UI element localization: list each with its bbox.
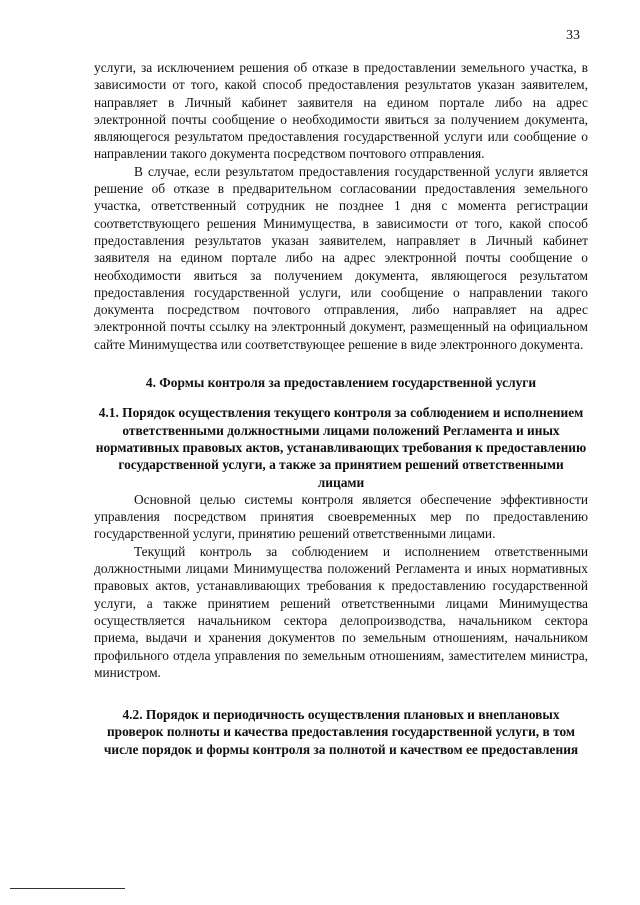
paragraph-3: Основной целью системы контроля является обеспечение эффективности управления посредством принятия своевременных мер по предоставлению государственной услуги, принятию решений ответственными лицами. — [94, 491, 588, 542]
page-number: 33 — [566, 28, 580, 43]
document-body — [94, 59, 588, 758]
paragraph-2: В случае, если результатом предоставления государственной услуги является решение об отказе в предварительном согласовании предоставления земельного участка, ответственный сотрудник не позднее 1 дня с момента регистрации соответствующего решения Минимущества, в зависимости от того, какой способ предоставления результатов указан заявителем, направляет в Личный кабинет заявителя на едином портале либо на адрес электронной почты сообщение о необходимости явиться за получением документа, являющегося результатом предоставления государственной услуги, или сообщение о направлении такого документа посредством почтового отправления, либо направляет на адрес электронной почты ссылку на электронный документ, размещенный на официальном сайте Минимущества или соответствующее решение в виде электронного документа. — [94, 163, 588, 352]
section-4-2-heading: 4.2. Порядок и периодичность осуществления плановых и внеплановых проверок полноты и качества предоставления государственной услуги, в том числе порядок и формы контроля за полнотой и качеством ее предоставления — [103, 707, 579, 757]
section-4-1-heading: 4.1. Порядок осуществления текущего контроля за соблюдением и исполнением ответственными должностными лицами положений Регламента и иных нормативных правовых актов, устанавливающих требования к предоставлению государственной услуги, а также за принятием решений ответственными лицами — [95, 405, 587, 490]
paragraph-4: Текущий контроль за соблюдением и исполнением ответственными должностными лицами Минимущества положений Регламента и иных нормативных правовых актов, устанавливающих требования к предоставлению государственной услуги, а также принятием решений ответственными лицами Минимущества осуществляется начальником сектора делопроизводства, начальником сектора приема, выдачи и хранения документов по земельным отношениям, начальником профильного отдела управления по земельным отношениям, заместителем министра, министром. — [94, 543, 588, 680]
paragraph-1: услуги, за исключением решения об отказе в предоставлении земельного участка, в зависимости от того, какой способ предоставления результатов указан заявителем, направляет в Личный кабинет заявителя на едином портале либо на адрес электронной почты сообщение о необходимости явиться за получением документа, являющегося результатом предоставления государственной услуги или сообщение о направлении такого документа посредством почтового отправления. — [94, 60, 588, 162]
section-4-heading: 4. Формы контроля за предоставлением государственной услуги — [145, 375, 537, 391]
footer-rule — [10, 888, 125, 889]
